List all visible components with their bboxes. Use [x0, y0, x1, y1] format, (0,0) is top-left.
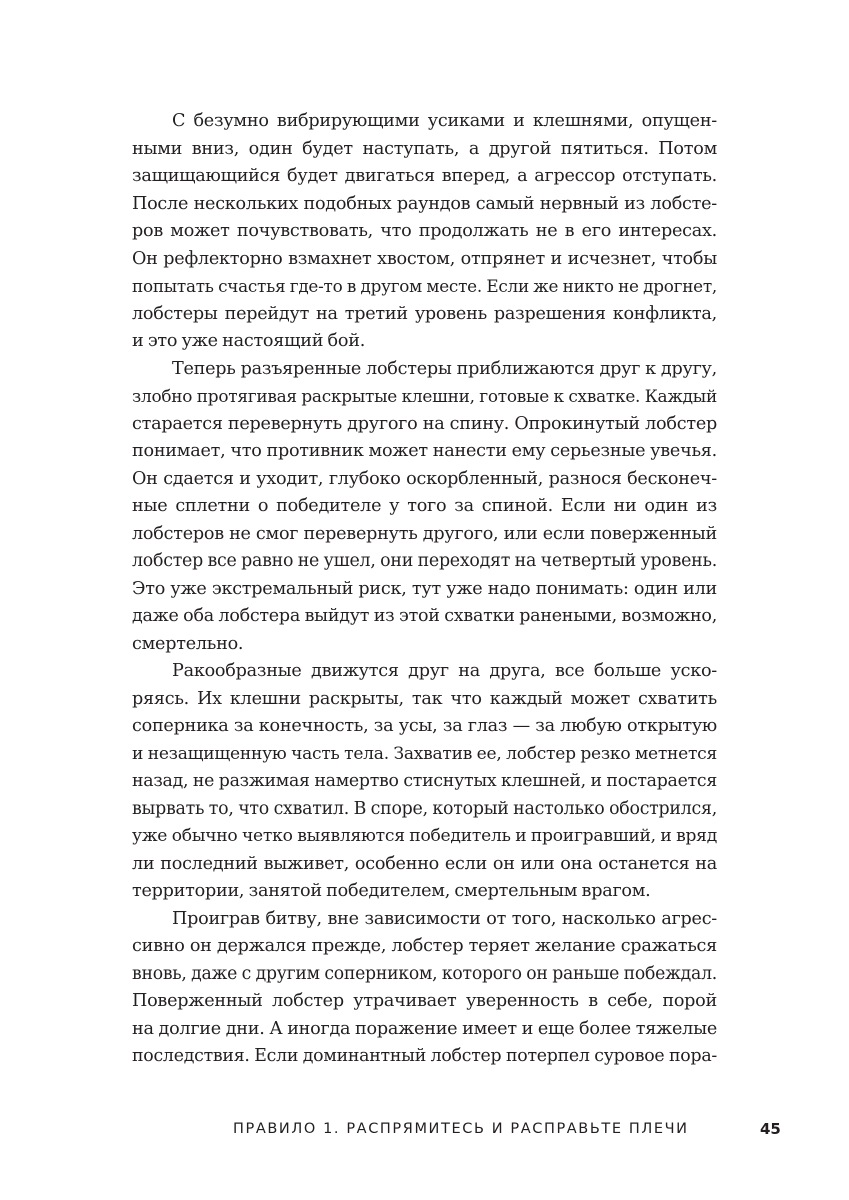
text-line: ными вниз, один будет наступать, а другой пятиться. Потом — [132, 138, 717, 159]
text-line: смертельно. — [132, 633, 244, 654]
text-line: Поверженный лобстер утрачивает уверенность в себе, порой — [132, 991, 717, 1011]
text-line: лобстеры перейдут на третий уровень разрешения конфликта, — [132, 303, 717, 324]
text-line: последствия. Если доминантный лобстер потерпел суровое пора- — [132, 1046, 717, 1066]
text-line: на долгие дни. А иногда поражение имеет и еще более тяжелые — [132, 1018, 717, 1039]
text-line: даже оба лобстера выйдут из этой схватки ранеными, возможно, — [132, 606, 717, 626]
text-line: злобно протягивая раскрытые клешни, готовые к схватке. Каждый — [132, 386, 717, 406]
text-line: назад, не разжимая намертво стиснутых клешней, и постарается — [132, 771, 717, 791]
text-line: вырвать то, что схватил. В споре, который настолько обострился, — [132, 798, 717, 819]
text-line: лобстер все равно не ушел, они переходят на четвертый уровень. — [132, 551, 717, 571]
text-line: территории, занятой победителем, смертельным врагом. — [132, 881, 651, 901]
text-line: Ракообразные движутся друг на друга, все больше уско- — [172, 661, 717, 681]
text-line: и это уже настоящий бой. — [132, 331, 366, 351]
body-text — [132, 108, 717, 1071]
page-footer — [0, 1117, 849, 1141]
text-line: ли последний выживет, особенно если он или она останется на — [132, 853, 717, 874]
text-line: ряясь. Их клешни раскрыты, так что каждый может схватить — [132, 688, 717, 709]
text-line: защищающийся будет двигаться вперед, а агрессор отступать. — [132, 166, 717, 186]
text-line: вновь, даже с другим соперником, которого он раньше побеждал. — [132, 963, 717, 984]
text-line: уже обычно четко выявляются победитель и проигравший, и вряд — [132, 826, 717, 846]
text-line: сивно он держался прежде, лобстер теряет желание сражаться — [132, 936, 717, 956]
text-line: лобстеров не смог перевернуть другого, или если поверженный — [132, 523, 717, 544]
text-line: попытать счастья где-то в другом месте. Если же никто не дрогнет, — [132, 276, 717, 296]
text-line: Теперь разъяренные лобстеры приближаются друг к другу, — [172, 358, 717, 379]
text-line: и незащищенную часть тела. Захватив ее, лобстер резко метнется — [132, 743, 717, 764]
text-line: старается перевернуть другого на спину. Опрокинутый лобстер — [132, 413, 717, 434]
text-line: ные сплетни о победителе у того за спиной. Если ни один из — [132, 496, 717, 516]
text-line: После нескольких подобных раундов самый нервный из лобсте- — [132, 193, 717, 214]
page-number: 45 — [760, 1120, 781, 1138]
text-line: Он рефлекторно взмахнет хвостом, отпрянет и исчезнет, чтобы — [132, 248, 717, 269]
running-title: ПРАВИЛО 1. РАСПРЯМИТЕСЬ И РАСПРАВЬТЕ ПЛЕЧИ — [233, 1121, 689, 1137]
text-line: ров может почувствовать, что продолжать не в его интересах. — [132, 221, 717, 241]
text-line: Это уже экстремальный риск, тут уже надо понимать: один или — [132, 578, 717, 599]
text-line: понимает, что противник может нанести ему серьезные увечья. — [132, 441, 717, 461]
text-line: Проиграв битву, вне зависимости от того, насколько агрес- — [172, 908, 717, 929]
text-line: С безумно вибрирующими усиками и клешнями, опущен- — [172, 111, 717, 131]
text-line: Он сдается и уходит, глубоко оскорбленный, разнося бесконеч- — [132, 468, 717, 489]
text-line: соперника за конечность, за усы, за глаз — за любую открытую — [132, 716, 717, 736]
